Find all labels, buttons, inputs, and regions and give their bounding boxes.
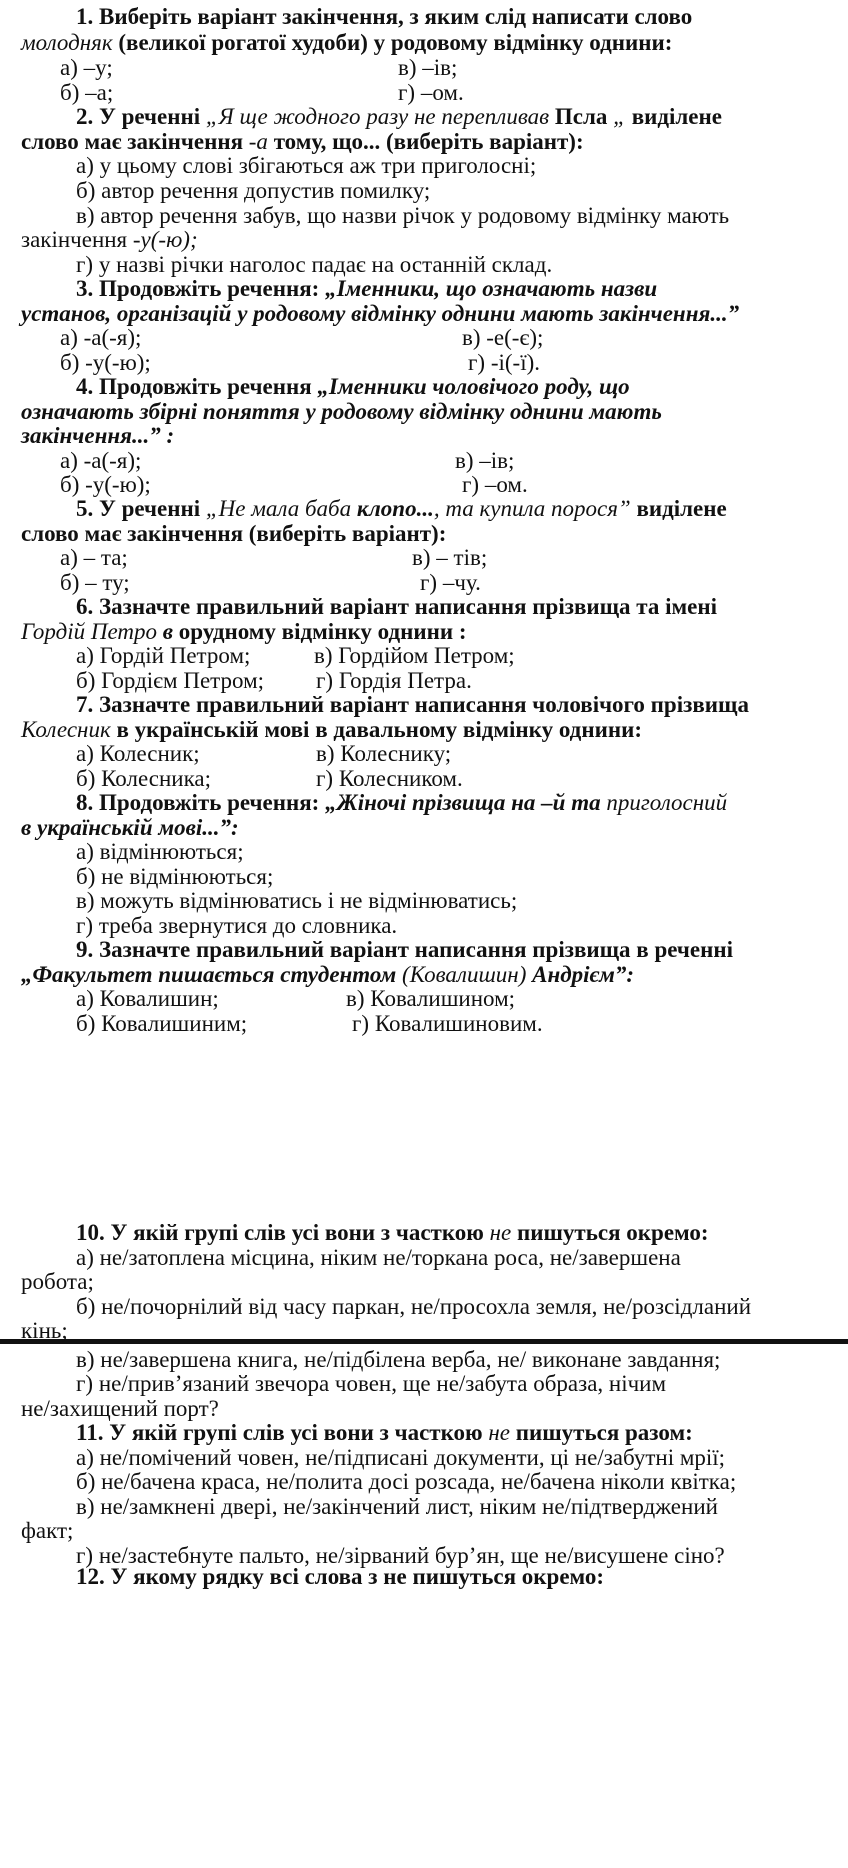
q3-option-b: б) -у(-ю);: [60, 350, 151, 375]
q9-title: 9. Зазначте правильний варіант написання прізвища в реченні: [76, 937, 733, 962]
q4-quote-2: означають збірні поняття у родовому відмінку однини мають: [21, 399, 662, 424]
q6-option-g: г) Гордія Петра.: [316, 668, 472, 693]
q1-option-v: в) –ів;: [398, 55, 458, 80]
q11-option-v: в) не/замкнені двері, не/закінчений лист, ніким не/підтверджений: [76, 1494, 718, 1519]
q6-line2-rest: орудному відмінку однини :: [173, 619, 467, 644]
q7-option-b: б) Колесника;: [76, 766, 212, 791]
q5-option-v: в) – тів;: [412, 545, 488, 570]
q9-option-g: г) Ковалишиновим.: [352, 1011, 543, 1036]
q4-option-v: в) –ів;: [455, 448, 515, 473]
q3-option-v: в) -е(-є);: [462, 325, 544, 350]
q4-lead: 4. Продовжіть речення: [76, 374, 318, 399]
q8-quote-2: в українській мові...”:: [21, 815, 239, 840]
q4-option-a: а) -а(-я);: [60, 448, 142, 473]
q5-option-g: г) –чу.: [420, 570, 481, 595]
q8-option-a: а) відмінюються;: [76, 839, 244, 864]
q1-option-a: а) –у;: [60, 55, 113, 80]
q10-option-a: а) не/затоплена місцина, ніким не/торкана роса, не/завершена: [76, 1245, 681, 1270]
q9-quote-a: „Факультет пишається студентом: [21, 962, 397, 987]
q10-option-a-cont: робота;: [21, 1269, 94, 1294]
q5-option-b: б) – ту;: [60, 570, 130, 595]
q2-lead: 2. У реченні: [76, 104, 206, 129]
q2-tail: виділене: [625, 104, 722, 129]
q2-line2: слово має закінчення: [21, 129, 249, 154]
q3-lead: 3. Продовжіть речення:: [76, 276, 326, 301]
q5-option-a: а) – та;: [60, 545, 128, 570]
q2-option-b: б) автор речення допустив помилку;: [76, 178, 431, 203]
q8-quote-1b: приголосний: [606, 790, 728, 815]
q2-option-a: а) у цьому слові збігаються аж три приголосні;: [76, 153, 537, 178]
q5-quote-close: , та купила порося”: [433, 496, 631, 521]
q2-line2-rest: тому, що... (виберіть варіант):: [267, 129, 584, 154]
q1-word: молодняк: [21, 30, 113, 55]
q4-option-g: г) –ом.: [462, 472, 528, 497]
q3-option-g: г) -і(-ї).: [468, 350, 541, 375]
q2-option-v-cont-text: закінчення: [21, 227, 133, 252]
q1-title: 1. Виберіть варіант закінчення, з яким слід написати слово: [76, 4, 693, 29]
q12-title-cut: 12. У якому рядку всі слова з не пишуться окремо:: [76, 1564, 605, 1589]
q2-option-v: в) автор речення забув, що назви річок у родовому відмінку мають: [76, 203, 730, 228]
q2-option-v-ending: -у(-ю);: [132, 227, 198, 252]
q11-lead: 11. У якій групі слів усі вони з часткою: [76, 1420, 489, 1445]
q9-paren: (Ковалишин): [396, 962, 533, 987]
q10-option-g: г) не/прив’язаний звечора човен, ще не/забута образа, нічим: [76, 1371, 667, 1396]
q5-title-2: слово має закінчення (виберіть варіант):: [21, 521, 447, 546]
q2-ending: -а: [248, 129, 268, 154]
q6-option-a: а) Гордій Петром;: [76, 643, 251, 668]
q4-quote-3: закінчення...” :: [21, 423, 175, 448]
q10-lead: 10. У якій групі слів усі вони з часткою: [76, 1220, 490, 1245]
q5-tail: виділене: [630, 496, 727, 521]
q2-quote-close: „: [607, 104, 626, 129]
q8-lead: 8. Продовжіть речення:: [76, 790, 326, 815]
q4-option-b: б) -у(-ю);: [60, 472, 151, 497]
q10-option-b: б) не/почорнілий від часу паркан, не/просохла земля, не/розсідланий: [76, 1294, 752, 1319]
q5-word: клопо...: [356, 496, 434, 521]
q2-quote-open: „Я ще жодного разу не перепливав: [205, 104, 555, 129]
q7-option-v: в) Колеснику;: [316, 741, 452, 766]
q8-option-b: б) не відмінюються;: [76, 864, 274, 889]
q3-option-a: а) -а(-я);: [60, 325, 142, 350]
q11-option-g: г) не/застебнуте пальто, не/зірваний бур’ян, ще не/висушене сіно?: [76, 1543, 725, 1568]
q3-quote-2: установ, організацій у родовому відмінку однини мають закінчення...”: [21, 301, 740, 326]
q1-option-g: г) –ом.: [398, 80, 464, 105]
q10-ne: не: [489, 1220, 512, 1245]
q7-option-a: а) Колесник;: [76, 741, 200, 766]
q3-quote-1: „Іменники, що означають назви: [325, 276, 658, 301]
q1-title-rest: (великої рогатої худоби) у родовому відмінку однини:: [112, 30, 673, 55]
q6-name: Гордій Петро: [21, 619, 157, 644]
q9-option-a: а) Ковалишин;: [76, 986, 219, 1011]
q9-quote-b: Андрієм”:: [532, 962, 634, 987]
q2-word: Псла: [554, 104, 608, 129]
q2-option-g: г) у назві річки наголос падає на останній склад.: [76, 252, 553, 277]
q10-option-b-cont: кінь;: [21, 1318, 68, 1343]
q11-tail: пишуться разом:: [509, 1420, 693, 1445]
q6-option-b: б) Гордієм Петром;: [76, 668, 265, 693]
q7-title: 7. Зазначте правильний варіант написання чоловічого прізвища: [76, 692, 749, 717]
q1-option-b: б) –а;: [60, 80, 114, 105]
q5-quote-open: „Не мала баба: [205, 496, 357, 521]
q5-lead: 5. У реченні: [76, 496, 206, 521]
q11-ne: не: [488, 1420, 510, 1445]
q7-line2-rest: в українській мові в давальному відмінку однини:: [110, 717, 642, 742]
q6-option-v: в) Гордійом Петром;: [314, 643, 515, 668]
q11-option-a: а) не/помічений човен, не/підписані документи, ці не/забутні мрії;: [76, 1445, 726, 1470]
q8-quote-1: „Жіночі прізвища на –й: [325, 790, 566, 815]
q7-option-g: г) Колесником.: [316, 766, 463, 791]
q10-tail: пишуться окремо:: [511, 1220, 709, 1245]
q1-title-2: [21, 28, 672, 57]
page-divider: [0, 1339, 848, 1344]
q8-option-v: в) можуть відмінюватись і не відмінюватись;: [76, 888, 518, 913]
q8-and: та: [565, 790, 607, 815]
q4-quote-1: „Іменники чоловічого роду, що: [317, 374, 630, 399]
q7-name: Колесник: [21, 717, 111, 742]
q9-option-b: б) Ковалишиним;: [76, 1011, 248, 1036]
q10-option-v: в) не/завершена книга, не/підбілена верба, не/ виконане завдання;: [76, 1347, 721, 1372]
q11-option-v-cont: факт;: [21, 1518, 74, 1543]
q11-option-b: б) не/бачена краса, не/полита досі розсада, не/бачена ніколи квітка;: [76, 1469, 737, 1494]
q8-option-g: г) треба звернутися до словника.: [76, 913, 398, 938]
q9-option-v: в) Ковалишином;: [346, 986, 516, 1011]
q6-in: в: [157, 619, 174, 644]
q10-option-g-cont: не/захищений порт?: [21, 1396, 219, 1421]
q6-title: 6. Зазначте правильний варіант написання прізвища та імені: [76, 594, 718, 619]
